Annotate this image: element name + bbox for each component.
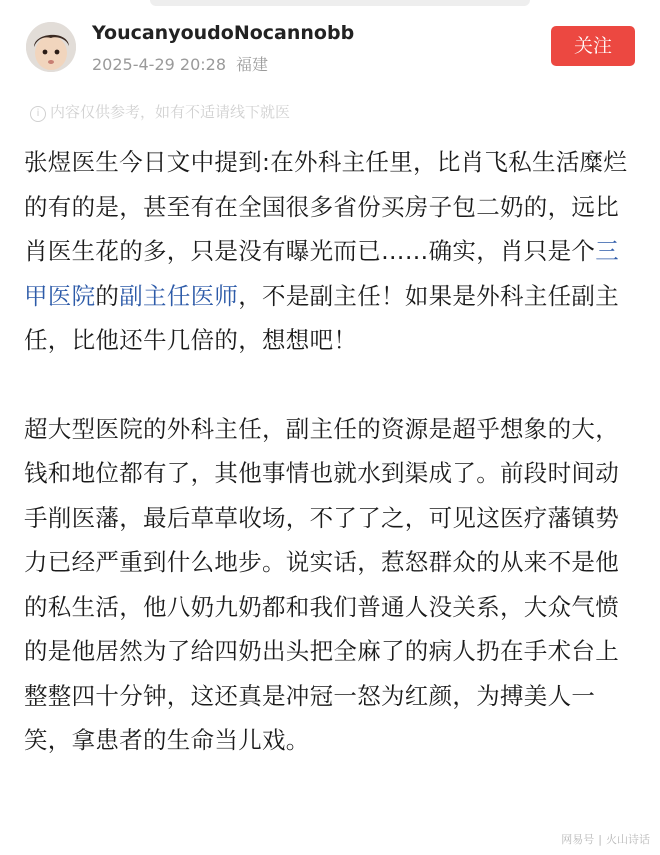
info-icon: i (30, 106, 46, 122)
post-header (20, 20, 640, 80)
username[interactable]: YoucanyoudoNocannobb (92, 22, 355, 44)
watermark-divider: | (598, 833, 602, 846)
paragraph-1-text-b: 的 (95, 281, 120, 310)
post-meta (92, 52, 268, 75)
top-bar-edge (150, 0, 530, 6)
disclaimer-text: 内容仅供参考，如有不适请线下就医 (50, 103, 291, 121)
article-body (24, 140, 638, 763)
disclaimer (30, 101, 290, 122)
watermark-author: 火山诗话 (606, 833, 650, 846)
paragraph-1 (24, 140, 638, 363)
paragraph-1-text-a: 张煜医生今日文中提到:在外科主任里，比肖飞私生活糜烂的有的是，甚至有在全国很多省份买房子包二奶的，远比肖医生花的多，只是没有曝光而已……确实，肖只是个 (24, 148, 628, 265)
watermark (561, 831, 650, 847)
link-sanjia-hospital[interactable]: 三甲医院 (24, 237, 620, 310)
paragraph-1-text-c: ，不是副主任！如果是外科主任副主任，比他还牛几倍的，想想吧！ (24, 281, 620, 354)
avatar-image (26, 22, 76, 72)
paragraph-2: 超大型医院的外科主任，副主任的资源是超乎想象的大，钱和地位都有了，其他事情也就水到渠成了。前段时间动手削医藩，最后草草收场，不了了之，可见这医疗藩镇势力已经严重到什么地步。说实话，惹怒群众的从来不是他的私生活，他八奶九奶都和我们普通人没关系，大众气愤的是他居然为了给四奶出头把全麻了的病人扔在手术台上整整四十分钟，这还真是冲冠一怒为红颜，为搏美人一笑，拿患者的生命当儿戏。 (24, 414, 619, 754)
link-associate-chief-physician[interactable]: 副主任医师 (119, 281, 239, 310)
post-location: 福建 (236, 55, 269, 74)
post-date: 2025-4-29 20:28 (92, 55, 226, 74)
avatar[interactable] (26, 22, 76, 72)
follow-button[interactable]: 关注 (551, 26, 635, 66)
watermark-source: 网易号 (561, 833, 595, 846)
